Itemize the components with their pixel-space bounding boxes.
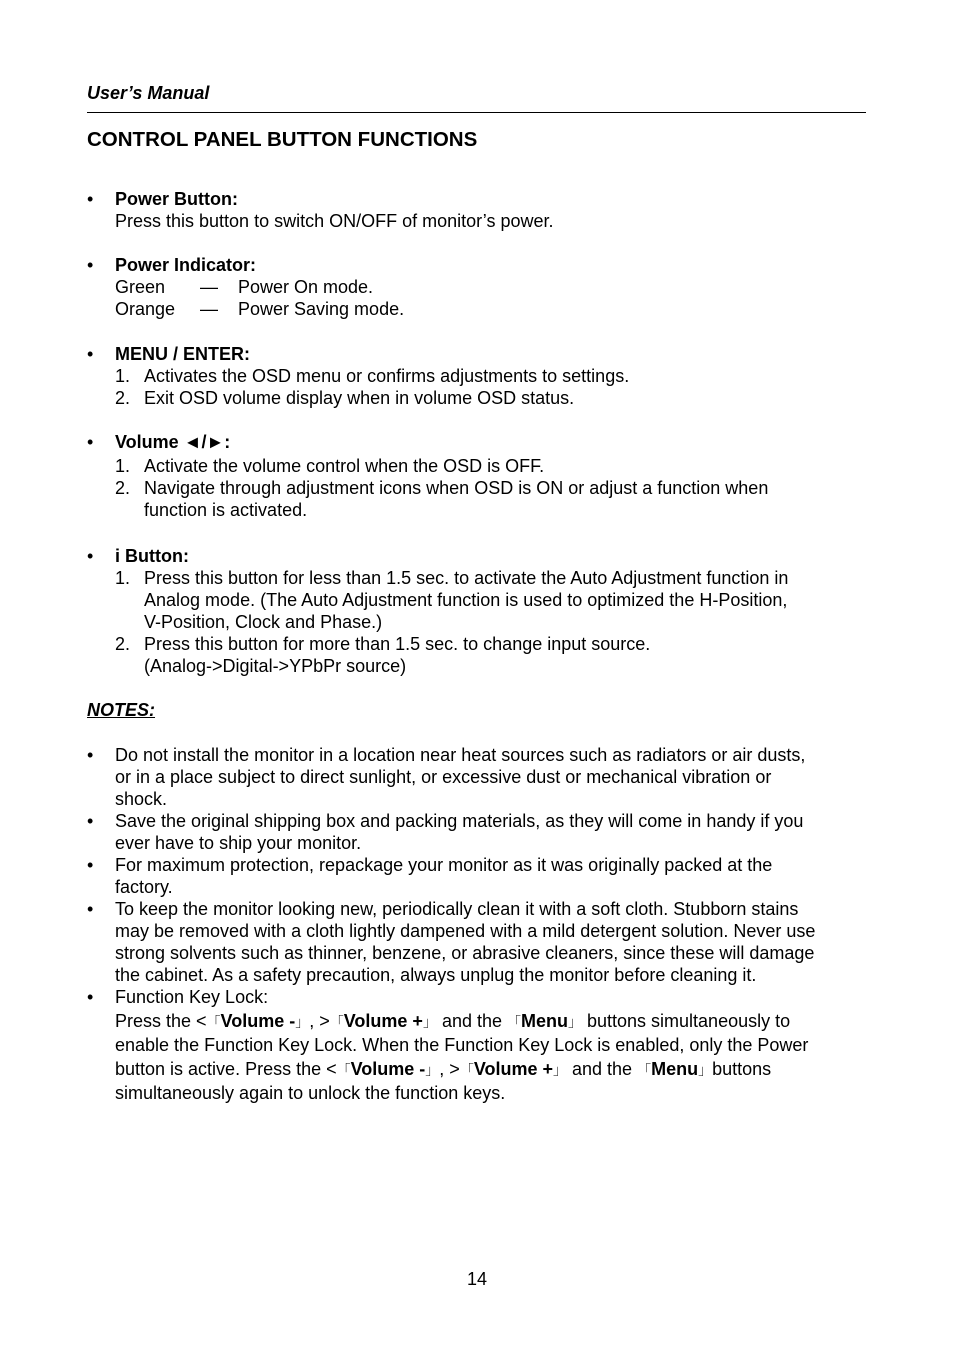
notes-heading: NOTES: [87,700,156,720]
fkl-menu: Menu [521,1010,568,1031]
power-button-text: Press this button to switch ON/OFF of monitor’s power. [115,211,554,231]
note-line: Do not install the monitor in a location near heat sources such as radiators or air dusts, [115,745,806,765]
list-line: V-Position, Clock and Phase.) [144,612,383,632]
volume-item [87,431,872,521]
fkl-line-4: simultaneously again to unlock the function keys. [115,1083,506,1103]
bullet-icon: • [87,855,94,875]
power-indicator-item [87,254,872,320]
fkl-line-1: Press the <「Volume -」, >「Volume +」 and the 「Menu」 buttons simultaneously to [115,1010,791,1031]
indicator-dash: — [200,277,218,297]
note-line: or in a place subject to direct sunlight, or excessive dust or mechanical vibration or [115,767,772,787]
menu-enter-label: MENU / ENTER: [115,344,250,364]
note-line: To keep the monitor looking new, periodically clean it with a soft cloth. Stubborn stains [115,899,799,919]
list-line: Press this button for more than 1.5 sec. to change input source. [144,634,651,654]
list-number: 1. [115,568,131,588]
fkl-volume-plus: Volume + [343,1010,423,1031]
list-number: 2. [115,388,131,408]
bullet-icon: • [87,344,94,364]
bullet-icon: • [87,189,94,209]
indicator-mode: Power Saving mode. [238,299,405,319]
fkl-volume-minus: Volume - [350,1058,426,1079]
list-number: 1. [115,456,131,476]
indicator-row-green [115,276,872,298]
indicator-mode: Power On mode. [238,277,374,297]
list-item [115,567,872,633]
note-line: factory. [115,877,173,897]
fkl-volume-minus: Volume - [220,1010,296,1031]
header-rule [87,112,866,113]
note-line: Save the original shipping box and packing materials, as they will come in handy if you [115,811,804,831]
list-item [115,633,872,677]
page-number: 14 [466,1269,488,1289]
list-line: Navigate through adjustment icons when OSD is ON or adjust a function when [144,478,769,498]
note-line: ever have to ship your monitor. [115,833,362,853]
power-indicator-label: Power Indicator: [115,255,257,275]
list-item [87,810,872,854]
bullet-icon: • [87,432,94,452]
list-item [115,477,872,521]
fkl-menu: Menu [651,1058,699,1079]
i-button-label: i Button: [115,546,189,566]
note-line: For maximum protection, repackage your monitor as it was originally packed at the [115,855,773,875]
i-button-item [87,545,872,677]
fkl-label: Function Key Lock: [115,987,269,1007]
list-item [87,898,872,986]
power-button-label: Power Button: [115,189,238,209]
note-line: shock. [115,789,168,809]
indicator-dash: — [200,299,218,319]
bullet-icon: • [87,987,94,1007]
power-button-item [87,188,872,232]
bullet-icon: • [87,811,94,831]
list-item [87,744,872,810]
note-line: may be removed with a cloth lightly dampened with a mild detergent solution. Never use [115,921,816,941]
list-text: Activates the OSD menu or confirms adjustments to settings. [144,366,630,386]
list-line: (Analog->Digital->YPbPr source) [144,656,407,676]
indicator-color: Orange [115,299,176,319]
list-text: Exit OSD volume display when in volume OSD status. [144,388,575,408]
indicator-color: Green [115,277,166,297]
fkl-volume-plus: Volume + [473,1058,554,1079]
notes-list [87,744,872,1106]
list-item [115,387,872,409]
list-line: function is activated. [144,500,308,520]
bullet-icon: • [87,255,94,275]
bullet-icon: • [87,546,94,566]
indicator-row-orange [115,298,872,320]
bullet-icon: • [87,899,94,919]
list-line: Activate the volume control when the OSD is OFF. [144,456,545,476]
function-key-lock-item [87,986,872,1106]
fkl-line-2: enable the Function Key Lock. When the Function Key Lock is enabled, only the Power [115,1035,809,1055]
list-line: Analog mode. (The Auto Adjustment function is used to optimized the H-Position, [144,590,788,610]
list-line: Press this button for less than 1.5 sec. to activate the Auto Adjustment function in [144,568,789,588]
note-line: strong solvents such as thinner, benzene, or abrasive cleaners, since these will damage [115,943,815,963]
list-item [87,854,872,898]
list-number: 2. [115,634,131,654]
section-title: CONTROL PANEL BUTTON FUNCTIONS [87,128,478,151]
list-number: 2. [115,478,131,498]
running-header: User’s Manual [87,83,210,103]
fkl-line-3: button is active. Press the <「Volume -」, >「Volume +」 and the 「Menu」buttons [115,1058,772,1079]
bullet-icon: • [87,745,94,765]
list-item [115,365,872,387]
menu-enter-item [87,343,872,409]
volume-label: Volume ◄/►: [115,432,231,452]
list-number: 1. [115,366,131,386]
list-item [115,455,872,477]
note-line: the cabinet. As a safety precaution, always unplug the monitor before cleaning it. [115,965,757,985]
